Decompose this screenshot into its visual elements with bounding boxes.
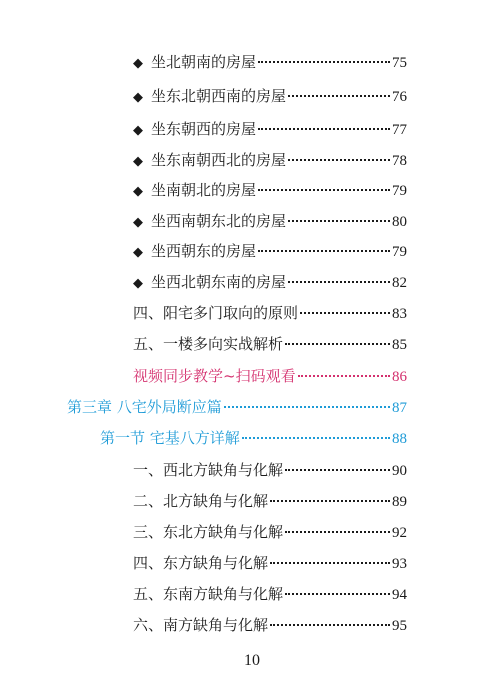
dot-leader xyxy=(258,189,390,191)
toc-entry-label: 坐西南朝东北的房屋 xyxy=(151,212,287,230)
toc-entry-page: 86 xyxy=(392,369,407,385)
toc-entry-page: 76 xyxy=(392,89,407,105)
toc-entry-label: 坐北朝南的房屋 xyxy=(151,53,257,71)
toc-entry-page: 80 xyxy=(392,214,407,230)
toc-entry-page: 77 xyxy=(392,122,407,138)
toc-entry xyxy=(133,491,407,512)
diamond-bullet-icon: ◆ xyxy=(133,90,143,105)
toc-entry-section xyxy=(100,428,407,449)
dot-leader xyxy=(285,531,390,533)
toc-entry-page: 93 xyxy=(392,556,407,572)
toc-entry-label: 第三章 八宅外局断应篇 xyxy=(67,398,222,416)
toc-entry-page: 87 xyxy=(392,400,407,416)
toc-entry-page: 83 xyxy=(392,306,407,322)
dot-leader xyxy=(285,343,390,345)
dot-leader xyxy=(270,624,390,626)
toc-entry xyxy=(133,553,407,574)
dot-leader xyxy=(270,562,390,564)
diamond-bullet-icon: ◆ xyxy=(133,276,143,291)
toc-entry-page: 75 xyxy=(392,55,407,71)
toc-entry xyxy=(133,303,407,324)
dot-leader xyxy=(288,95,390,97)
toc-entry-page: 78 xyxy=(392,153,407,169)
toc-entry-label: 坐南朝北的房屋 xyxy=(151,181,257,199)
dot-leader xyxy=(242,437,390,439)
dot-leader xyxy=(258,250,390,252)
toc-entry xyxy=(133,241,407,263)
dot-leader xyxy=(285,469,390,471)
diamond-bullet-icon: ◆ xyxy=(133,56,143,71)
toc-entry-label: 六、南方缺角与化解 xyxy=(133,616,269,634)
toc-entry-label: 视频同步教学~扫码观看 xyxy=(133,367,296,385)
toc-entry-label: 坐西北朝东南的房屋 xyxy=(151,273,287,291)
dot-leader xyxy=(224,406,390,408)
diamond-bullet-icon: ◆ xyxy=(133,245,143,260)
toc-entry-label: 二、北方缺角与化解 xyxy=(133,492,269,510)
toc-entry xyxy=(133,86,407,108)
toc-entry xyxy=(133,272,407,294)
diamond-bullet-icon: ◆ xyxy=(133,184,143,199)
page-number: 10 xyxy=(244,652,260,669)
dot-leader xyxy=(285,593,390,595)
toc-entry-video xyxy=(133,366,407,387)
toc-entry xyxy=(133,211,407,233)
toc-entry-page: 95 xyxy=(392,618,407,634)
toc-entry-label: 五、一楼多向实战解析 xyxy=(133,335,284,353)
dot-leader xyxy=(288,281,390,283)
diamond-bullet-icon: ◆ xyxy=(133,123,143,138)
diamond-bullet-icon: ◆ xyxy=(133,154,143,169)
toc-entry-label: 三、东北方缺角与化解 xyxy=(133,523,284,541)
toc-entry-page: 85 xyxy=(392,337,407,353)
toc-entry-page: 90 xyxy=(392,463,407,479)
toc-entry xyxy=(133,584,407,605)
toc-entry-label: 坐东南朝西北的房屋 xyxy=(151,151,287,169)
toc-entry xyxy=(133,180,407,202)
toc-entry-page: 79 xyxy=(392,183,407,199)
toc-entry-page: 92 xyxy=(392,525,407,541)
toc-entry-chapter xyxy=(67,397,407,418)
dot-leader xyxy=(258,61,390,63)
toc-entry-label: 坐西朝东的房屋 xyxy=(151,242,257,260)
toc-entry xyxy=(133,615,407,636)
toc-entry-page: 89 xyxy=(392,494,407,510)
toc-entry xyxy=(133,522,407,543)
diamond-bullet-icon: ◆ xyxy=(133,215,143,230)
dot-leader xyxy=(298,375,390,377)
toc-entry-label: 坐东朝西的房屋 xyxy=(151,120,257,138)
toc-entry-label: 五、东南方缺角与化解 xyxy=(133,585,284,603)
toc-entry-page: 79 xyxy=(392,244,407,260)
dot-leader xyxy=(288,159,390,161)
toc-entry-label: 第一节 宅基八方详解 xyxy=(100,429,240,447)
toc-entry-page: 94 xyxy=(392,587,407,603)
toc-entry xyxy=(133,460,407,481)
toc-entry-label: 四、东方缺角与化解 xyxy=(133,554,269,572)
dot-leader xyxy=(288,220,390,222)
toc-entry-page: 88 xyxy=(392,431,407,447)
toc-entry xyxy=(133,334,407,355)
toc-entry-page: 82 xyxy=(392,275,407,291)
toc-entry-label: 坐东北朝西南的房屋 xyxy=(151,87,287,105)
toc-entry xyxy=(133,52,407,74)
dot-leader xyxy=(258,128,390,130)
toc-entry-label: 四、阳宅多门取向的原则 xyxy=(133,304,299,322)
dot-leader xyxy=(300,312,390,314)
dot-leader xyxy=(270,500,390,502)
toc-entry xyxy=(133,119,407,141)
toc-entry xyxy=(133,150,407,172)
toc-entry-label: 一、西北方缺角与化解 xyxy=(133,461,284,479)
